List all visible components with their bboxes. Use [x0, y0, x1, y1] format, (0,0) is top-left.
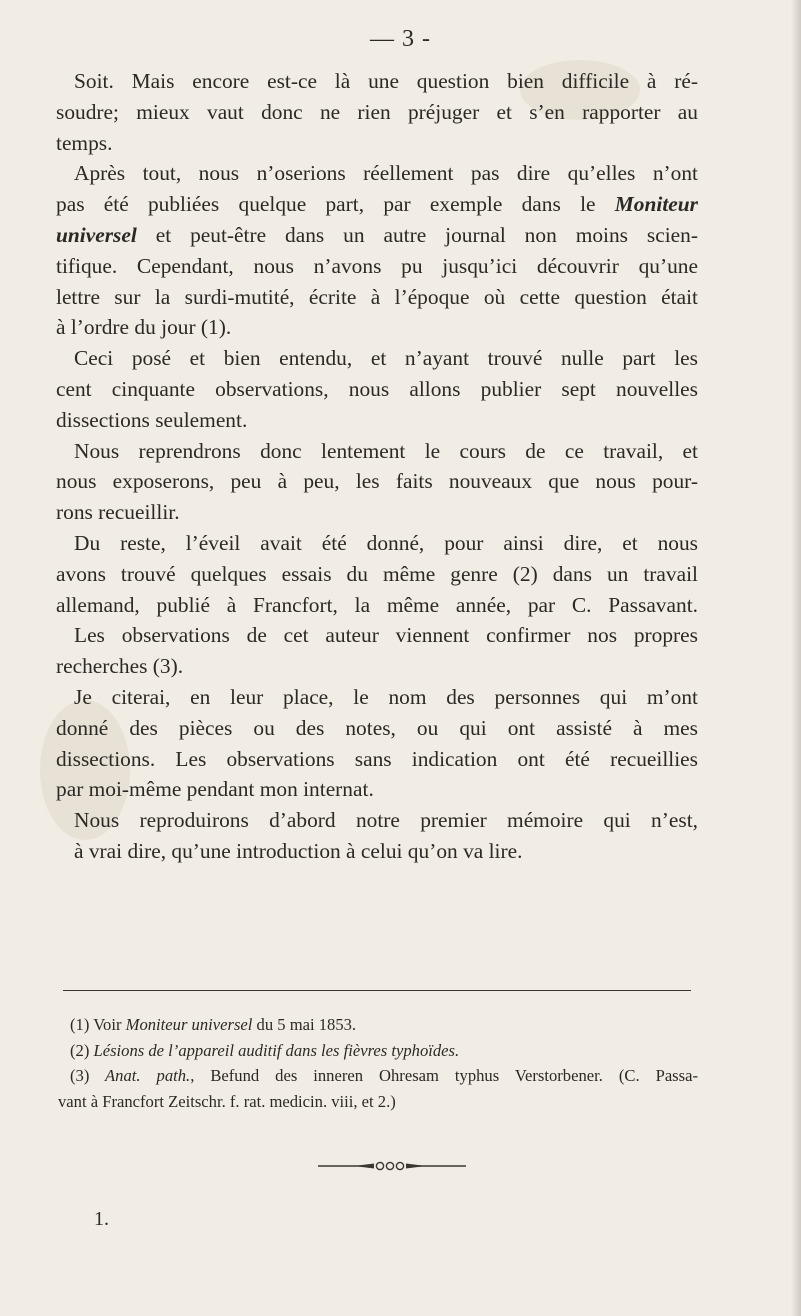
text-line: avons trouvé quelques essais du même genre (2) dans un travail [56, 561, 698, 586]
text-line: Soit. Mais encore est-ce là une question bien difficile à ré- [74, 69, 698, 93]
text-line: Je citerai, en leur place, le nom des personnes qui m’ont [74, 684, 698, 709]
text-line: Nous reproduirons d’abord notre premier mémoire qui n’est, [74, 808, 698, 833]
footnote-1 [58, 1012, 698, 1038]
footnote-3 [58, 1063, 698, 1089]
ornament-circle [396, 1162, 403, 1169]
footnote-marker: (2) [70, 1040, 90, 1060]
footnote-3-continued: vant à Francfort Zeitschr. f. rat. medicin. viii, et 2.) [58, 1091, 396, 1111]
text-line: soudre; mieux vaut donc ne rien préjuger et s’en rapporter au [56, 99, 698, 124]
text-line: donné des pièces ou des notes, ou qui ont assisté à mes [56, 715, 698, 740]
journal-title: Moniteur [614, 192, 698, 217]
text-line: cent cinquante observations, nous allons publier sept nouvelles [56, 376, 698, 401]
text-fragment: et peut-être dans un autre journal non moins scien- [136, 222, 698, 247]
text-line: recherches (3). [56, 654, 184, 679]
text-line: temps. [56, 130, 113, 155]
text-line: Après tout, nous n’oserions réellement pas dire qu’elles n’ont [74, 161, 698, 186]
text-line [56, 189, 698, 220]
footnote-title: Anat. path. [89, 1066, 191, 1085]
text-fragment: pas été publiées quelque part, par exemple dans le [56, 192, 615, 217]
text-line: dissections seulement. [56, 407, 248, 432]
signature-mark: 1. [94, 1208, 109, 1230]
ornament-circle [386, 1162, 393, 1169]
text-line: rons recueillir. [56, 500, 180, 525]
footnote-divider [63, 990, 691, 991]
text-line: à vrai dire, qu’une introduction à celui qu’on va lire. [74, 838, 523, 863]
page-number: — 3 - [370, 26, 431, 52]
text-line: Ceci posé et bien entendu, et n’ayant trouvé nulle part les [74, 346, 698, 371]
journal-title: universel [56, 222, 137, 247]
footnote-title: Lésions de l’appareil auditif dans les fièvres typhoïdes. [89, 1040, 460, 1060]
text-line: tifique. Cependant, nous n’avons pu jusqu’ici découvrir qu’une [56, 253, 698, 278]
footnote-marker: (3) [70, 1066, 90, 1085]
text-line: Du reste, l’éveil avait été donné, pour ainsi dire, et nous [74, 530, 698, 555]
text-line: par moi-même pendant mon internat. [56, 777, 374, 802]
footnote-2 [58, 1038, 698, 1064]
ornament-left-taper [354, 1164, 374, 1169]
body-text [56, 66, 698, 867]
text-line: Nous reprendrons donc lentement le cours de ce travail, et [74, 438, 698, 463]
footnote-marker: (1) [70, 1015, 90, 1034]
ornament-divider [318, 1159, 466, 1173]
text-line: allemand, publié à Francfort, la même année, par C. Passavant. [56, 592, 698, 617]
footnote-text: Voir [89, 1015, 126, 1034]
text-line: lettre sur la surdi-mutité, écrite à l’époque où cette question était [56, 284, 698, 309]
footnote-text: du 5 mai 1853. [252, 1015, 357, 1034]
text-line: dissections. Les observations sans indication ont été recueillies [56, 746, 698, 771]
text-line: à l’ordre du jour (1). [56, 315, 232, 340]
footnote-title: Moniteur universel [125, 1015, 253, 1034]
page-edge-shadow [791, 0, 801, 1316]
text-line [56, 220, 698, 251]
footnotes [58, 1012, 698, 1114]
ornament-circle [376, 1162, 383, 1169]
text-line: nous exposerons, peu à peu, les faits nouveaux que nous pour- [56, 469, 698, 494]
footnote-text: , Befund des inneren Ohresam typhus Verstorbener. (C. Passa- [190, 1066, 698, 1085]
text-line: Les observations de cet auteur viennent confirmer nos propres [74, 623, 698, 648]
